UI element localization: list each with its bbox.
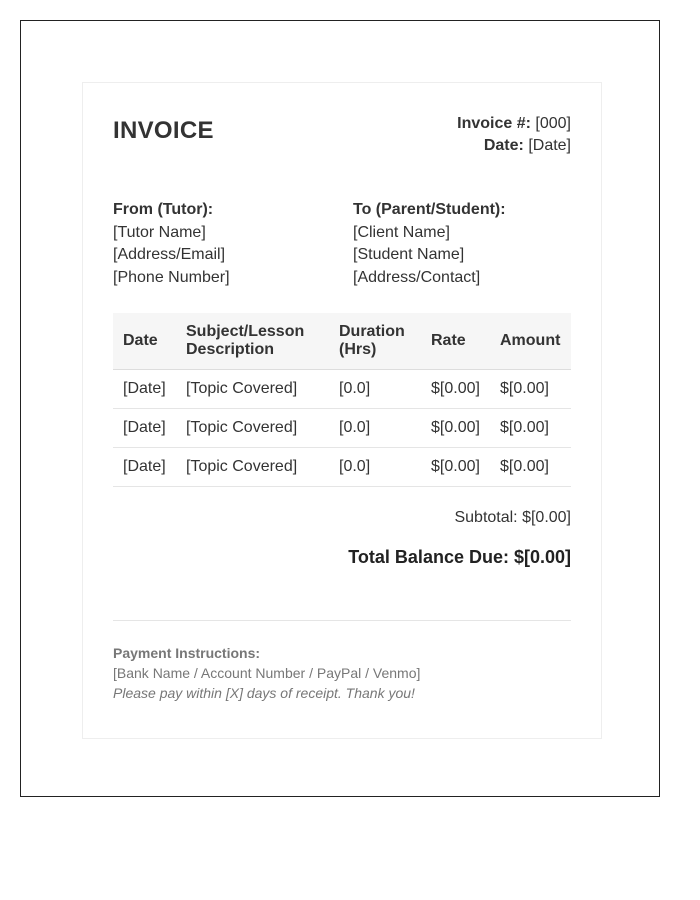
table-header-row <box>113 313 571 370</box>
table-row <box>113 370 571 409</box>
cell-duration: [0.0] <box>329 370 421 409</box>
invoice-title: INVOICE <box>113 117 214 144</box>
cell-subject: [Topic Covered] <box>176 409 329 448</box>
page-frame <box>20 20 660 797</box>
to-block <box>353 199 506 289</box>
parties-section <box>113 183 571 313</box>
invoice-header <box>113 83 571 183</box>
from-block <box>113 199 230 289</box>
totals-section <box>113 509 571 568</box>
from-line: [Address/Email] <box>113 246 226 263</box>
col-header-date: Date <box>113 313 176 370</box>
cell-date: [Date] <box>113 370 176 409</box>
invoice-sheet <box>82 82 602 739</box>
cell-duration: [0.0] <box>329 448 421 487</box>
col-header-duration <box>329 313 421 370</box>
invoice-number-label: Invoice #: <box>457 115 531 132</box>
table-body <box>113 370 571 487</box>
col-header-subject-line2: Description <box>186 341 275 358</box>
footer-divider <box>113 620 571 621</box>
payment-heading: Payment Instructions: <box>113 645 261 661</box>
total-balance-due: Total Balance Due: $[0.00] <box>348 547 571 567</box>
from-heading: From (Tutor): <box>113 201 214 218</box>
invoice-meta <box>457 113 571 157</box>
line-items-table <box>113 313 571 487</box>
invoice-number <box>457 113 571 135</box>
col-header-rate: Rate <box>421 313 490 370</box>
invoice-date <box>457 135 571 157</box>
col-header-duration-line2: (Hrs) <box>339 341 377 358</box>
invoice-date-value: [Date] <box>528 137 571 154</box>
col-header-subject <box>176 313 329 370</box>
subtotal: Subtotal: $[0.00] <box>454 509 571 526</box>
cell-amount: $[0.00] <box>490 409 571 448</box>
cell-subject: [Topic Covered] <box>176 370 329 409</box>
cell-amount: $[0.00] <box>490 448 571 487</box>
col-header-amount: Amount <box>490 313 571 370</box>
payment-instructions <box>113 643 571 703</box>
invoice-number-value: [000] <box>535 115 571 132</box>
payment-note: Please pay within [X] days of receipt. Thank you! <box>113 685 415 701</box>
cell-duration: [0.0] <box>329 409 421 448</box>
cell-subject: [Topic Covered] <box>176 448 329 487</box>
cell-date: [Date] <box>113 448 176 487</box>
col-header-duration-line1: Duration <box>339 323 405 340</box>
cell-amount: $[0.00] <box>490 370 571 409</box>
table-row <box>113 448 571 487</box>
payment-details: [Bank Name / Account Number / PayPal / Venmo] <box>113 665 421 681</box>
cell-rate: $[0.00] <box>421 370 490 409</box>
to-heading: To (Parent/Student): <box>353 201 506 218</box>
table-header <box>113 313 571 370</box>
to-line: [Student Name] <box>353 246 465 263</box>
from-line: [Tutor Name] <box>113 223 206 241</box>
from-line: [Phone Number] <box>113 268 230 286</box>
to-line: [Address/Contact] <box>353 268 481 286</box>
to-line: [Client Name] <box>353 223 450 241</box>
col-header-subject-line1: Subject/Lesson <box>186 323 305 340</box>
cell-rate: $[0.00] <box>421 448 490 487</box>
cell-date: [Date] <box>113 409 176 448</box>
table-row <box>113 409 571 448</box>
invoice-date-label: Date: <box>483 137 524 154</box>
cell-rate: $[0.00] <box>421 409 490 448</box>
